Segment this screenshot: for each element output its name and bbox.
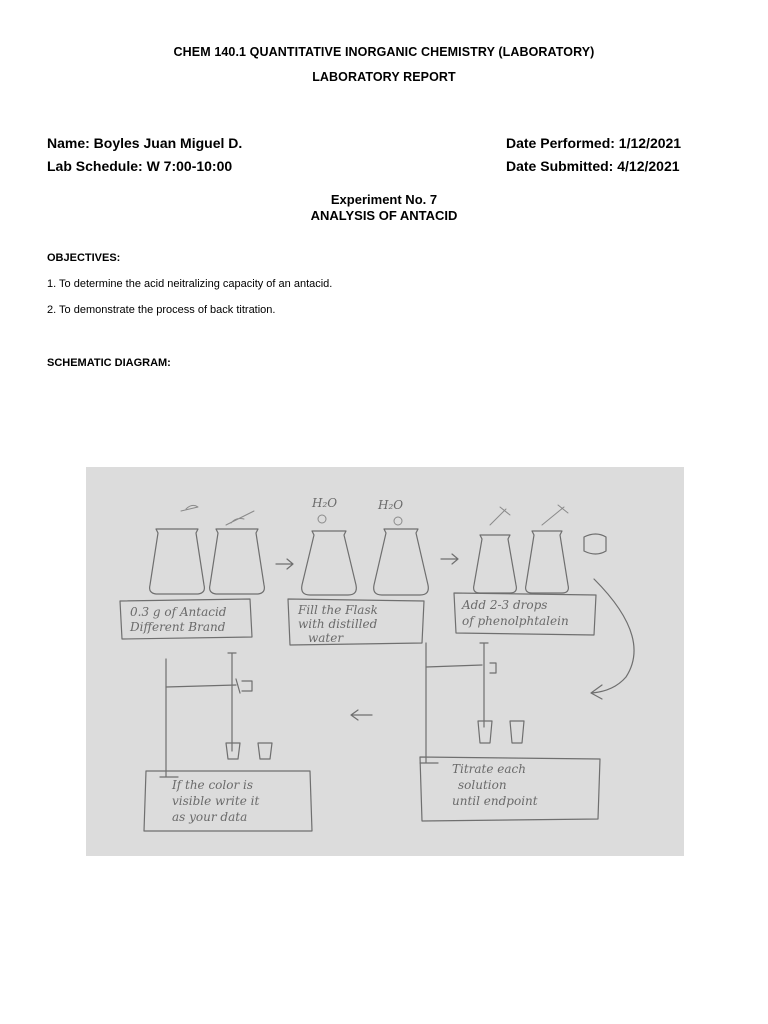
arrow-1 <box>276 559 293 569</box>
date-performed: Date Performed: 1/12/2021 <box>506 135 682 151</box>
arrow-3 <box>351 710 372 720</box>
step5-text: If the color is <box>172 778 254 792</box>
course-title: CHEM 140.1 QUANTITATIVE INORGANIC CHEMISTRY (LABORATORY) <box>173 45 595 59</box>
h2o-label-1: H₂O <box>312 496 338 510</box>
flask-pair-3 <box>474 505 606 593</box>
arrow-2 <box>441 554 458 564</box>
step2-text: with distilled <box>298 617 378 631</box>
flask-pair-1 <box>150 505 265 594</box>
experiment-title: ANALYSIS OF ANTACID <box>310 208 458 223</box>
step-box-3 <box>454 593 596 635</box>
step-box-1 <box>120 599 252 639</box>
schematic-sketch <box>86 467 684 856</box>
step-box-5 <box>144 771 312 831</box>
report-type: LABORATORY REPORT <box>312 70 456 84</box>
step5-text: visible write it <box>172 794 260 808</box>
schematic-heading: SCHEMATIC DIAGRAM: <box>47 357 171 369</box>
objective-item: 2. To demonstrate the process of back titration. <box>47 304 276 316</box>
step2-text: Fill the Flask <box>298 603 378 617</box>
flask-pair-2 <box>302 496 429 595</box>
sketch-drawing <box>86 467 684 856</box>
objective-item: 1. To determine the acid neitralizing capacity of an antacid. <box>47 278 333 290</box>
titration-stand-left <box>160 653 272 777</box>
objectives-heading: OBJECTIVES: <box>47 252 121 264</box>
experiment-number: Experiment No. 7 <box>330 192 438 207</box>
step5-text: as your data <box>172 810 248 824</box>
curved-arrow <box>591 579 634 699</box>
step2-text: water <box>308 631 344 645</box>
step-box-2 <box>288 599 424 645</box>
titration-stand-right <box>420 643 524 763</box>
student-name: Name: Boyles Juan Miguel D. <box>47 135 243 151</box>
step-box-4 <box>420 757 600 821</box>
step3-text: of phenolphtalein <box>462 614 569 628</box>
lab-schedule: Lab Schedule: W 7:00-10:00 <box>47 158 233 174</box>
step4-text: until endpoint <box>452 794 538 808</box>
step3-text: Add 2-3 drops <box>462 598 548 612</box>
step1-text: Different Brand <box>130 620 226 634</box>
h2o-label-2: H₂O <box>378 498 404 512</box>
step4-text: Titrate each <box>452 762 526 776</box>
date-submitted: Date Submitted: 4/12/2021 <box>506 158 680 174</box>
step1-text: 0.3 g of Antacid <box>130 605 227 619</box>
step4-text: solution <box>458 778 507 792</box>
